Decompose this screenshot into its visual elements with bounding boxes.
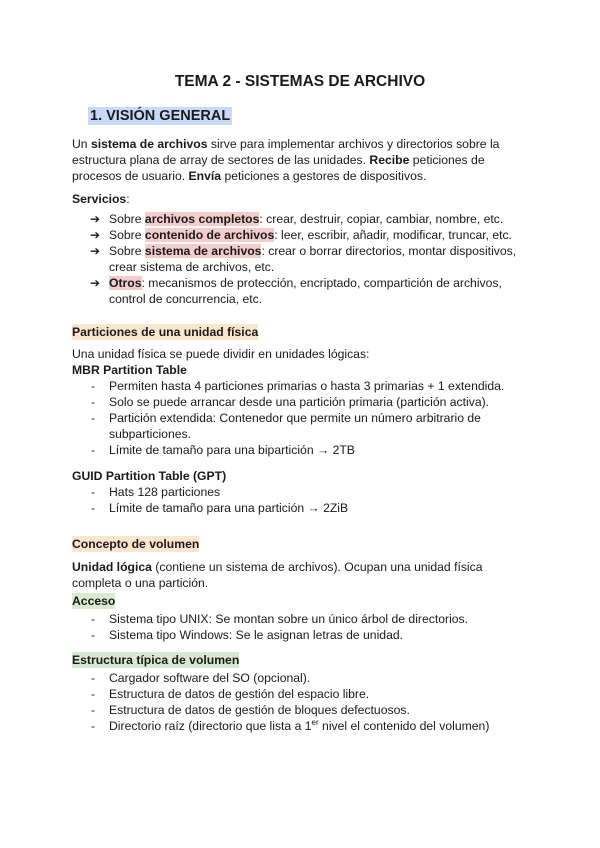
structure-item: - Directorio raíz (directorio que lista a 1er nivel el contenido del volumen) (91, 717, 490, 733)
mbr-item: - Solo se puede arrancar desde una partición primaria (partición activa). (91, 395, 490, 409)
gpt-item: - Límite de tamaño para una partición → 2ZiB (91, 501, 349, 515)
highlight-contenido-de-archivos: contenido de archivos (144, 228, 275, 242)
services-item: ➔ Sobre archivos completos: crear, destruir, copiar, cambiar, nombre, etc. (90, 212, 504, 226)
intro-line-2: estructura plana de array de sectores de las unidades. Recibe peticiones de (72, 153, 485, 167)
services-item: ➔ Sobre sistema de archivos: crear o borrar directorios, montar dispositivos, crear sistema de archivos, etc. (90, 244, 517, 274)
structure-list (72, 670, 532, 734)
partitions-intro: Una unidad física se puede dividir en unidades lógicas: (72, 347, 370, 361)
arrow-bullet-icon: ➔ (90, 212, 101, 226)
services-list (72, 211, 532, 307)
services-label: Servicios: (72, 192, 130, 206)
volume-intro: Unidad lógica (contiene un sistema de archivos). Ocupan una unidad física completa o una partición. (72, 560, 483, 590)
intro-line-3: procesos de usuario. Envía peticiones a gestores de dispositivos. (72, 169, 427, 183)
term-envia: Envía (188, 169, 222, 183)
mbr-list (72, 378, 532, 458)
gpt-list (72, 484, 532, 516)
highlight-archivos-completos: archivos completos (144, 212, 260, 226)
intro-line-1: Un sistema de archivos sirve para implementar archivos y directorios sobre la (72, 137, 500, 151)
document-title: TEMA 2 - SISTEMAS DE ARCHIVO (174, 73, 426, 90)
section-heading-vision-general: 1. VISIÓN GENERAL (90, 108, 231, 124)
services-item: ➔ Otros: mecanismos de protección, encriptado, compartición de archivos, control de concurrencia, etc. (90, 276, 502, 306)
structure-item: - Cargador software del SO (opcional). (91, 671, 311, 685)
structure-item: - Estructura de datos de gestión del espacio libre. (91, 687, 370, 701)
intro-paragraph (72, 136, 532, 184)
arrow-bullet-icon: ➔ (90, 276, 101, 290)
mbr-item: - Partición extendida: Contenedor que permite un número arbitrario de subparticiones. (91, 411, 481, 441)
mbr-title: MBR Partition Table (72, 363, 187, 377)
access-heading: Acceso (72, 594, 116, 608)
access-item: - Sistema tipo UNIX: Se montan sobre un único árbol de directorios. (91, 612, 469, 626)
highlight-sistema-de-archivos: sistema de archivos (144, 244, 262, 258)
mbr-item: - Permiten hasta 4 particiones primarias o hasta 3 primarias + 1 extendida. (91, 379, 505, 393)
volume-section (72, 536, 532, 734)
term-recibe: Recibe (369, 153, 410, 167)
access-item: - Sistema tipo Windows: Se le asignan letras de unidad. (91, 628, 404, 642)
gpt-item: - Hats 128 particiones (91, 485, 221, 499)
access-list (72, 611, 532, 643)
partitions-heading: Particiones de una unidad física (72, 325, 259, 339)
services-section (72, 191, 532, 307)
structure-item: - Estructura de datos de gestión de bloques defectuosos. (91, 703, 410, 717)
term-sistema-de-archivos: sistema de archivos (90, 137, 208, 151)
highlight-otros: Otros (109, 276, 142, 290)
gpt-title: GUID Partition Table (GPT) (72, 469, 227, 483)
arrow-bullet-icon: ➔ (90, 228, 101, 242)
mbr-item: - Límite de tamaño para una bipartición → 2TB (91, 443, 355, 457)
services-item: ➔ Sobre contenido de archivos: leer, escribir, añadir, modificar, truncar, etc. (90, 228, 513, 242)
volume-heading: Concepto de volumen (72, 537, 200, 551)
partitions-section (72, 324, 532, 516)
structure-heading: Estructura típica de volumen (72, 653, 240, 667)
arrow-bullet-icon: ➔ (90, 244, 101, 258)
